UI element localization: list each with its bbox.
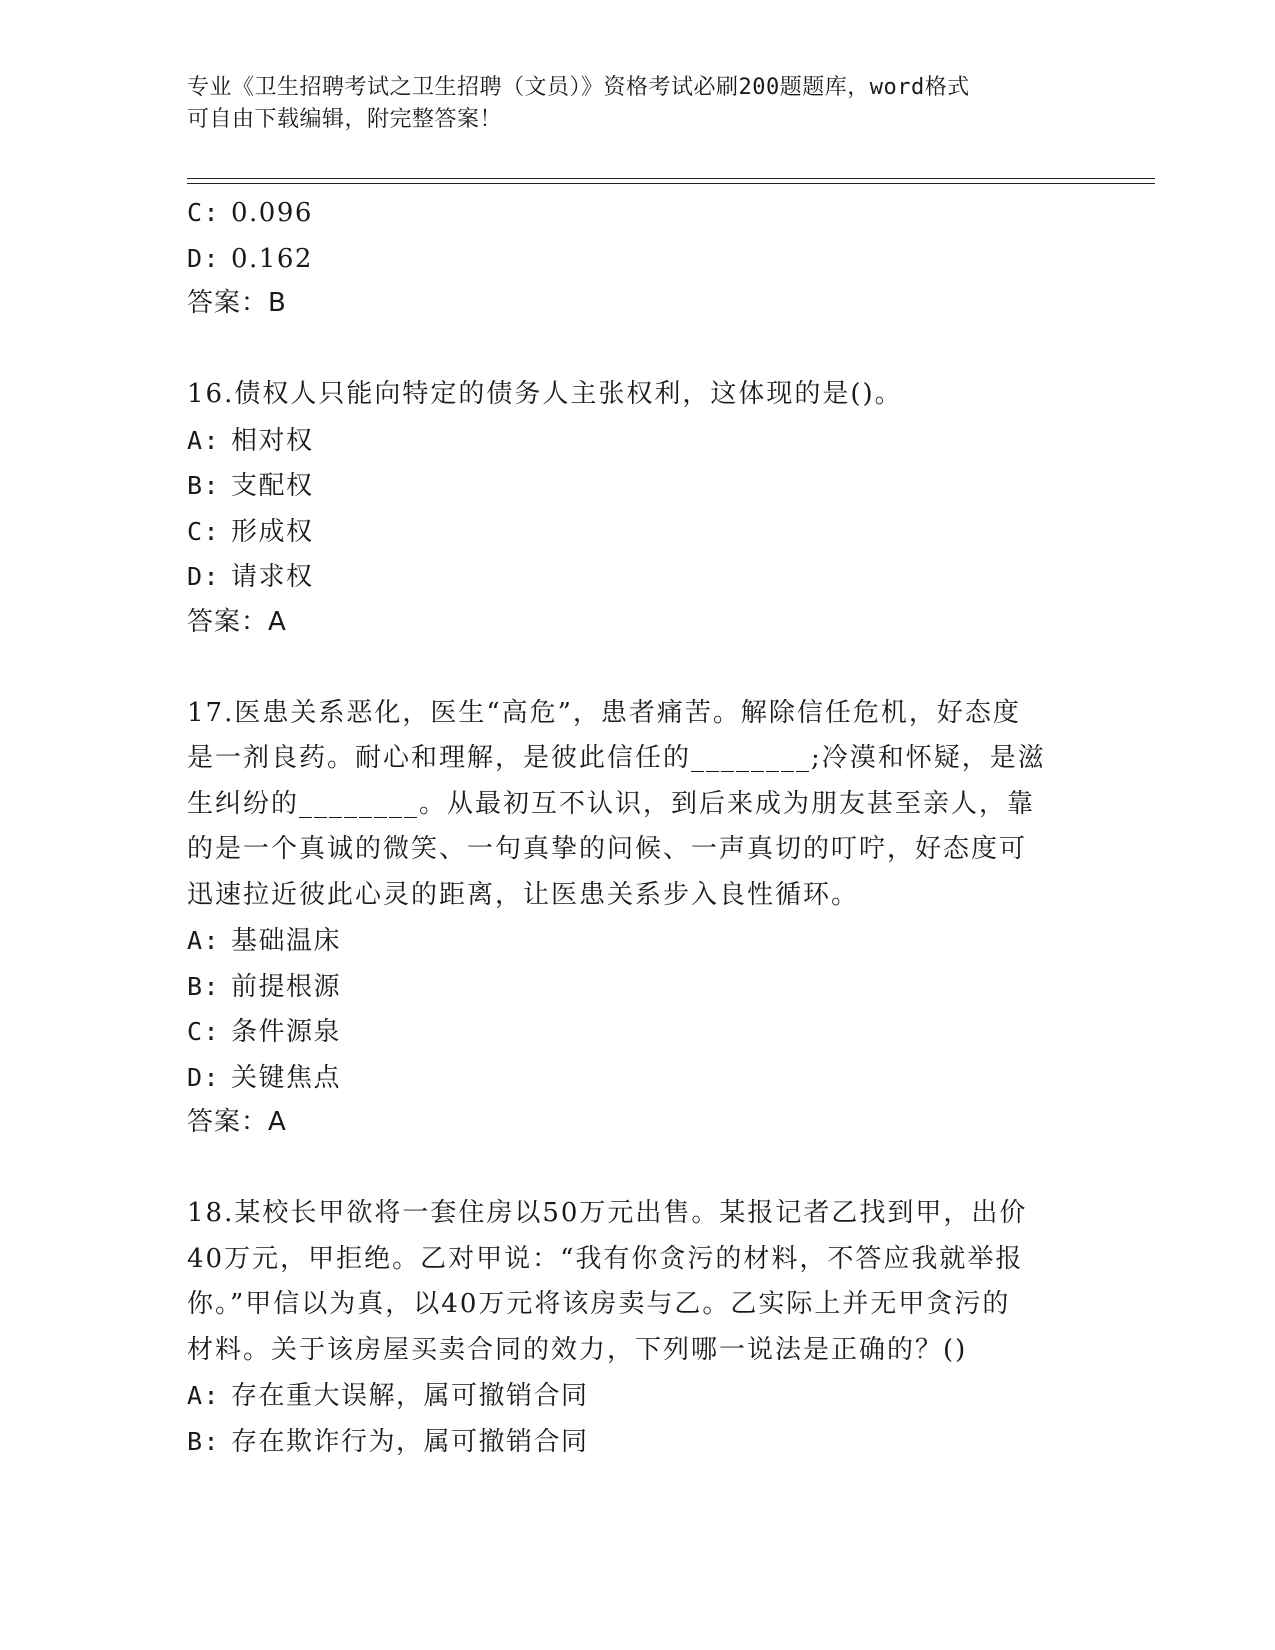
option-a bbox=[187, 918, 1087, 964]
option-text: 形成权 bbox=[231, 516, 314, 547]
option-letter: D: bbox=[187, 562, 221, 591]
question-16 bbox=[187, 372, 1087, 645]
document-body bbox=[187, 190, 1087, 1464]
option-d bbox=[187, 554, 1087, 600]
option-letter: D: bbox=[187, 1062, 221, 1092]
question-15-tail bbox=[187, 190, 1087, 327]
option-letter: A: bbox=[187, 425, 221, 455]
question-text-line: 的是一个真诚的微笑、一句真挚的问候、一声真切的叮咛，好态度可 bbox=[187, 834, 1028, 864]
question-17 bbox=[187, 691, 1087, 1146]
option-b bbox=[187, 463, 1087, 509]
option-text: 条件源泉 bbox=[231, 1017, 342, 1047]
answer-line: 答案：A bbox=[187, 1107, 287, 1137]
question-text-line: 你。”甲信以为真，以40万元将该房卖与乙。乙实际上并无甲贪污的 bbox=[187, 1289, 1011, 1319]
option-text: 基础温床 bbox=[231, 926, 342, 956]
question-text-line: 40万元，甲拒绝。乙对甲说：“我有你贪污的材料，不答应我就举报 bbox=[187, 1243, 1024, 1274]
question-text-line: 18.某校长甲欲将一套住房以50万元出售。某报记者乙找到甲，出价 bbox=[187, 1198, 1028, 1228]
option-letter: A: bbox=[187, 926, 221, 955]
option-text: 0.162 bbox=[231, 243, 313, 274]
option-letter: C: bbox=[187, 1017, 221, 1046]
option-c bbox=[187, 1009, 1087, 1055]
option-text: 0.096 bbox=[231, 198, 313, 228]
option-text: 存在欺诈行为，属可撤销合同 bbox=[231, 1426, 589, 1457]
answer-line: 答案：A bbox=[187, 606, 287, 637]
option-letter: B: bbox=[187, 971, 221, 1001]
question-text-line: 17.医患关系恶化，医生“高危”，患者痛苦。解除信任危机，好态度 bbox=[187, 697, 1021, 728]
header-line-2: 可自由下载编辑，附完整答案！ bbox=[187, 107, 503, 132]
option-d bbox=[187, 1055, 1087, 1101]
question-text-line: 材料。关于该房屋买卖合同的效力，下列哪一说法是正确的？() bbox=[187, 1334, 968, 1365]
option-letter: B: bbox=[187, 471, 221, 500]
option-c bbox=[187, 509, 1087, 555]
option-letter: B: bbox=[187, 1426, 221, 1456]
header-divider-bottom bbox=[187, 183, 1155, 184]
option-a bbox=[187, 1373, 1087, 1419]
question-text-line: 生纠纷的________。从最初互不认识，到后来成为朋友甚至亲人，靠 bbox=[187, 788, 1036, 819]
option-text: 支配权 bbox=[231, 471, 314, 501]
answer-line: 答案：B bbox=[187, 288, 287, 318]
option-b bbox=[187, 1419, 1087, 1465]
header-divider-top bbox=[187, 178, 1155, 179]
question-text-line: 是一剂良药。耐心和理解，是彼此信任的________;冷漠和怀疑，是滋 bbox=[187, 743, 1046, 773]
option-a bbox=[187, 418, 1087, 464]
option-text: 请求权 bbox=[231, 562, 314, 592]
option-text: 关键焦点 bbox=[231, 1062, 342, 1093]
question-text-line: 16.债权人只能向特定的债务人主张权利，这体现的是()。 bbox=[187, 379, 903, 409]
option-text: 相对权 bbox=[231, 425, 314, 456]
option-letter: A: bbox=[187, 1381, 221, 1410]
option-letter: C: bbox=[187, 198, 221, 227]
option-c bbox=[187, 190, 1087, 236]
option-b bbox=[187, 964, 1087, 1010]
document-header bbox=[187, 72, 1087, 136]
question-18 bbox=[187, 1191, 1087, 1464]
option-letter: D: bbox=[187, 243, 221, 273]
header-line-1: 专业《卫生招聘考试之卫生招聘（文员）》资格考试必刷200题题库，word格式 bbox=[187, 75, 970, 100]
option-text: 存在重大误解，属可撤销合同 bbox=[231, 1381, 589, 1411]
option-letter: C: bbox=[187, 516, 221, 546]
question-text-line: 迅速拉近彼此心灵的距离，让医患关系步入良性循环。 bbox=[187, 879, 860, 910]
option-text: 前提根源 bbox=[231, 971, 342, 1002]
option-d bbox=[187, 236, 1087, 282]
